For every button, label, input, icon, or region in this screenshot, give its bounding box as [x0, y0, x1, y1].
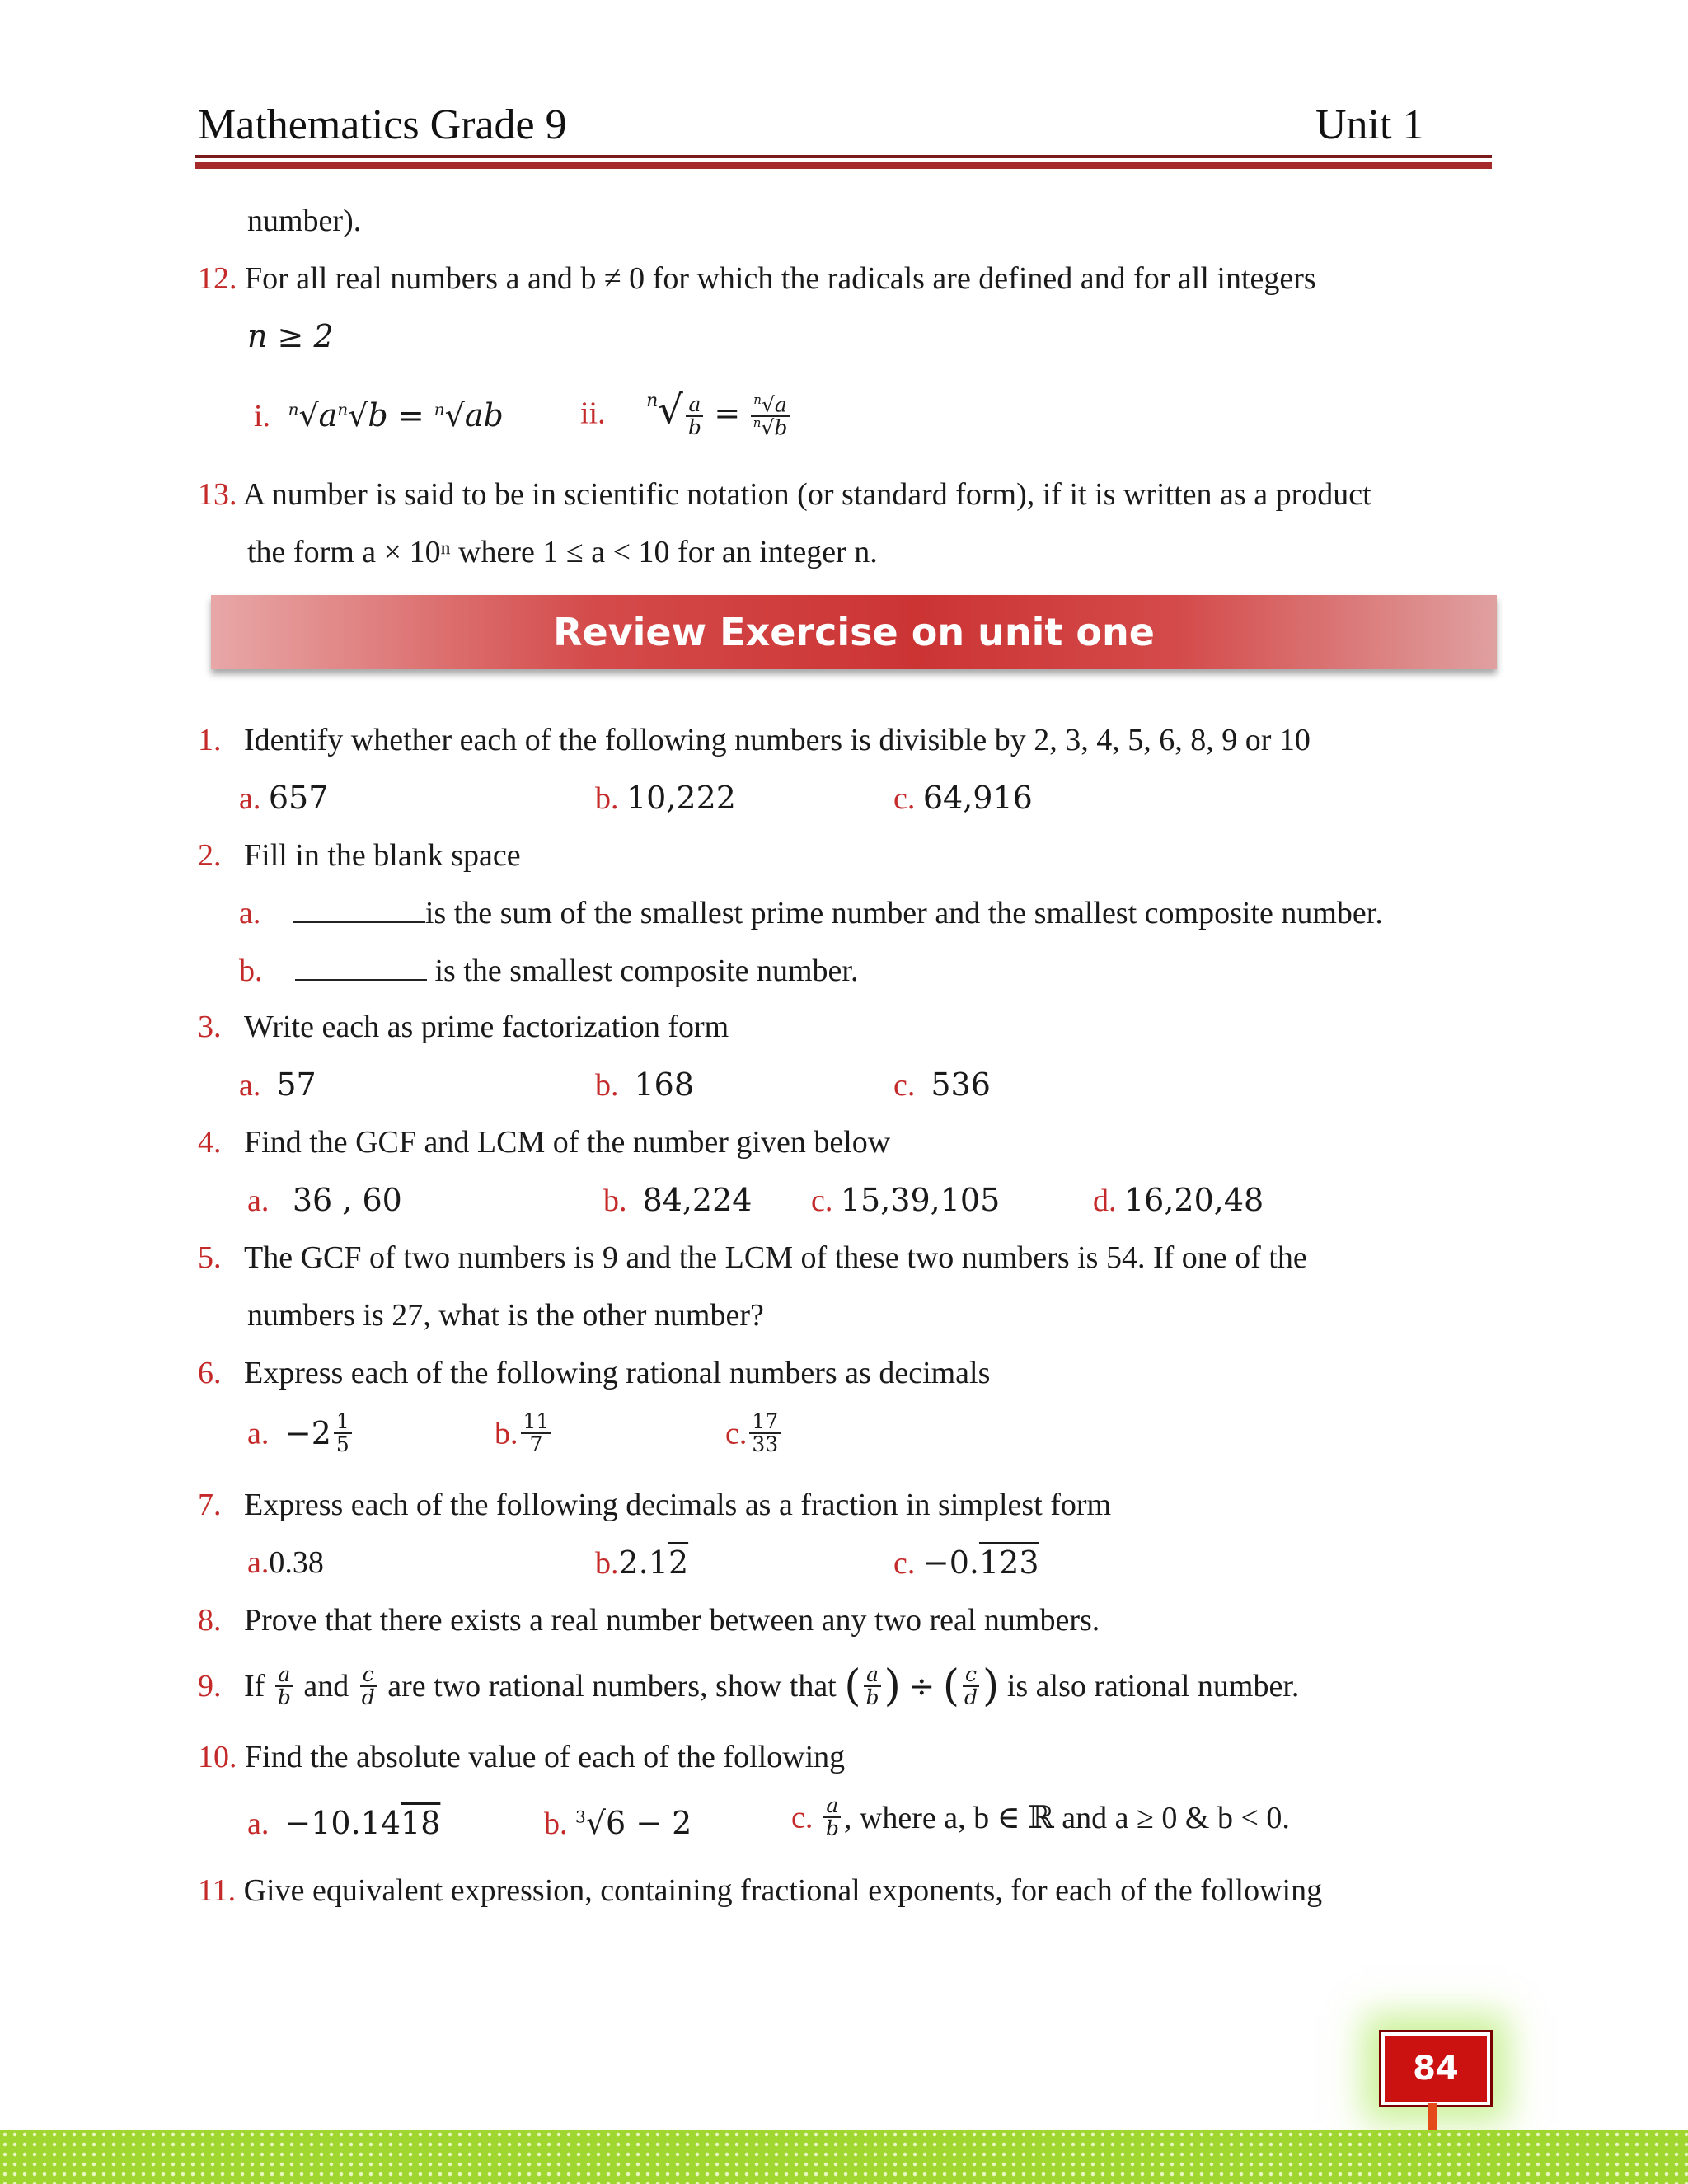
summary-item-12-cont: n ≥ 2	[247, 318, 334, 354]
fill-blank-b: b. is the smallest composite number.	[239, 954, 859, 988]
exercise-number: 4.	[198, 1125, 222, 1160]
exercise-part: a. 57	[239, 1066, 316, 1103]
exercise-5	[198, 1240, 1307, 1276]
exercise-1	[198, 722, 1311, 758]
item-number: 12.	[198, 261, 237, 296]
exercise-2	[198, 837, 521, 874]
exercise-number: 8.	[198, 1603, 222, 1638]
exercise-text: Find the absolute value of each of the following	[245, 1740, 846, 1774]
exercise-number: 5.	[198, 1240, 222, 1275]
part-label: i.	[254, 399, 271, 434]
part-label: ii.	[580, 396, 606, 431]
exercise-part: b. 10,222	[595, 780, 736, 816]
exercise-number: 10.	[198, 1740, 237, 1774]
radical-product-formula: $^n√a^n√b = ^n√ab$	[288, 397, 504, 434]
review-exercise-banner	[211, 595, 1497, 669]
item-number: 13.	[198, 477, 237, 512]
fill-blank-a: a. is the sum of the smallest prime number and the smallest composite number.	[239, 896, 1383, 930]
exercise-part: b.2.12	[595, 1544, 689, 1581]
exercise-5-cont: numbers is 27, what is the other number?	[247, 1298, 764, 1333]
exercise-part: a. −10.1418	[247, 1805, 441, 1841]
exercise-text: Prove that there exists a real number between any two real numbers.	[244, 1603, 1100, 1638]
answer-blank	[293, 897, 425, 923]
radical-rule-ii	[580, 387, 792, 439]
exercise-9: 9. If $\frac{a}{b}$ and $\frac{c}{d}$ are two rational numbers, show that ( $\frac{a}{b}$ ) ÷ ( $\frac{c}{d}$ ) is also rational number.	[198, 1661, 1300, 1711]
exercise-text: Express each of the following rational numbers as decimals	[244, 1356, 991, 1390]
exercise-part: c. $\frac{17}{33}$	[725, 1411, 783, 1456]
exercise-number: 3.	[198, 1010, 222, 1044]
exercise-text: Find the GCF and LCM of the number given below	[244, 1125, 891, 1160]
exercise-8	[198, 1602, 1100, 1638]
exercise-number: 11.	[198, 1873, 237, 1908]
exercise-number: 6.	[198, 1356, 222, 1390]
exercise-text: Fill in the blank space	[244, 838, 521, 873]
exercise-text: Express each of the following decimals as a fraction in simplest form	[244, 1488, 1112, 1522]
exercise-6	[198, 1355, 990, 1391]
exercise-part: c. 15,39,105	[811, 1182, 1001, 1218]
exercise-part: a.0.38	[247, 1545, 324, 1580]
exercise-11	[198, 1872, 1322, 1909]
exercise-part: b. $^3$√6 − 2	[544, 1805, 692, 1841]
exercise-text: The GCF of two numbers is 9 and the LCM of these two numbers is 54. If one of the	[244, 1240, 1307, 1275]
radical-quotient-formula: $^n$√ $\frac{a}{b}$ = $\frac{^n√a}{^n√b}$	[646, 396, 792, 431]
answer-blank	[295, 954, 427, 981]
header-rule-thick	[195, 162, 1492, 169]
radical-rule-i	[254, 397, 504, 434]
summary-item-12	[198, 260, 1316, 297]
page-number-badge	[1381, 2032, 1490, 2105]
item-text: A number is said to be in scientific notation (or standard form), if it is written as a product	[242, 477, 1372, 512]
exercise-part: d. 16,20,48	[1093, 1182, 1264, 1218]
item-text: For all real numbers a and b ≠ 0 for which the radicals are defined and for all integers	[245, 261, 1316, 296]
exercise-part: c. $\frac{a}{b}$ , where a, b ∈ ℝ and a ≥ 0 & b < 0.	[791, 1793, 1290, 1841]
exercise-7	[198, 1487, 1111, 1523]
exercise-text: Identify whether each of the following numbers is divisible by 2, 3, 4, 5, 6, 8, 9 or 10	[244, 723, 1311, 757]
book-title: Mathematics Grade 9	[198, 101, 567, 148]
exercise-3	[198, 1009, 729, 1045]
exercise-part: a. 36 , 60	[247, 1182, 402, 1218]
page-number: 84	[1413, 2050, 1459, 2088]
summary-item-13-cont: the form a × 10ⁿ where 1 ≤ a < 10 for an integer n.	[247, 535, 878, 569]
exercise-number: 1.	[198, 723, 222, 757]
unit-title: Unit 1	[1315, 101, 1424, 148]
exercise-number: 7.	[198, 1488, 222, 1522]
exercise-number: 2.	[198, 838, 222, 873]
exercise-number: 9.	[198, 1669, 222, 1704]
exercise-part: c. 64,916	[893, 780, 1033, 816]
summary-item-13	[198, 476, 1372, 513]
header-rule	[195, 155, 1492, 158]
exercise-part: b. 168	[595, 1066, 695, 1103]
exercise-4	[198, 1124, 890, 1160]
exercise-part: b. 84,224	[603, 1182, 753, 1218]
exercise-part: a. 657	[239, 780, 329, 816]
exercise-part: b. $\frac{11}{7}$	[495, 1411, 554, 1456]
exercise-part: c. 536	[893, 1066, 991, 1103]
exercise-part: c. −0.123	[893, 1544, 1039, 1581]
footer-pattern-band	[0, 2130, 1688, 2184]
banner-title: Review Exercise on unit one	[553, 610, 1155, 654]
exercise-10	[198, 1739, 845, 1775]
exercise-text: Give equivalent expression, containing fractional exponents, for each of the following	[243, 1873, 1323, 1908]
summary-line-end: number).	[247, 204, 362, 238]
exercise-text: Write each as prime factorization form	[244, 1010, 729, 1044]
exercise-part: a. −2 $\frac{1}{5}$	[247, 1411, 354, 1456]
